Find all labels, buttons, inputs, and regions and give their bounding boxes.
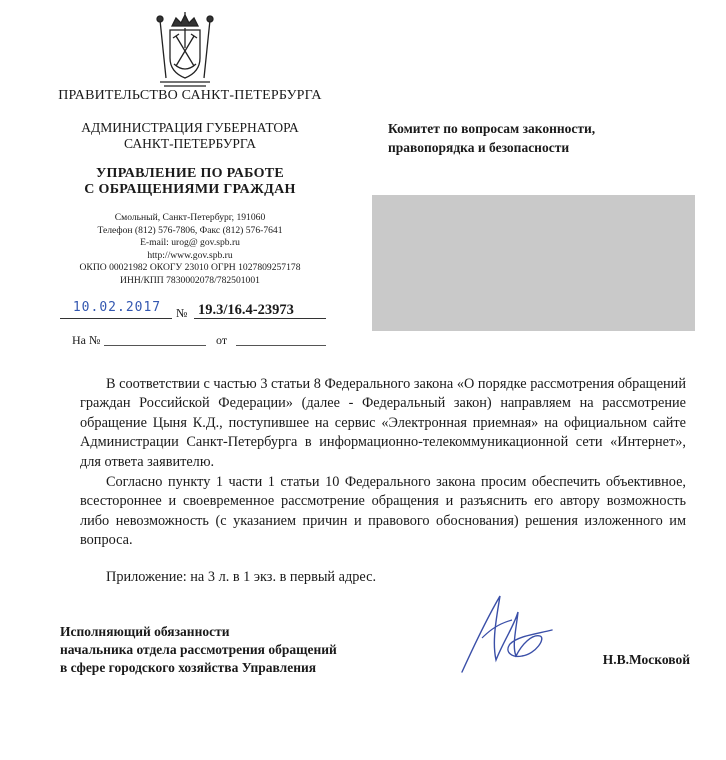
recipient-address [388, 119, 688, 157]
contact-website: http://www.gov.spb.ru [147, 249, 233, 261]
recipient-line-1: Комитет по вопросам законности, [388, 121, 596, 136]
reference-date-blank [236, 345, 326, 346]
recipient-line-2: правопорядка и безопасности [388, 140, 570, 155]
signer-position-line-3: в сфере городского хозяйства Управления [60, 660, 317, 675]
contact-email: E-mail: urog@ gov.spb.ru [140, 237, 240, 248]
department-line-1: УПРАВЛЕНИЕ ПО РАБОТЕ [95, 166, 285, 181]
department-title [40, 166, 340, 198]
redacted-area [372, 195, 695, 331]
government-title: ПРАВИТЕЛЬСТВО САНКТ-ПЕТЕРБУРГА [58, 88, 322, 103]
body-paragraph-2: Согласно пункту 1 части 1 статьи 10 Федерального закона просим обеспечить объективное, всестороннее и своевременное рассмотрение обращения и разъяснить его автору возможность либо невозможность (с указанием причин и правового обоснования) решения изложенного им вопроса. [80, 474, 686, 549]
signer-position-line-2: начальника отдела рассмотрения обращений [60, 642, 337, 657]
contact-phone-fax: Телефон (812) 576-7806, Факс (812) 576-7641 [97, 224, 283, 236]
signer-position-line-1: Исполняющий обязанности [60, 624, 230, 639]
handwritten-signature [452, 590, 562, 682]
number-underline [194, 318, 326, 319]
administration-line-2: САНКТ-ПЕТЕРБУРГА [123, 136, 256, 151]
date-stamp: 10.02.2017 [72, 300, 162, 315]
contact-address: Смольный, Санкт-Петербург, 191060 [114, 212, 266, 223]
contact-block [40, 212, 340, 287]
reference-label: На № [72, 333, 101, 347]
administration-line-1: АДМИНИСТРАЦИЯ ГУБЕРНАТОРА [81, 120, 299, 135]
contact-codes: ОКПО 00021982 ОКОГУ 23010 ОГРН 1027809257178 [79, 262, 301, 273]
department-line-2: С ОБРАЩЕНИЯМИ ГРАЖДАН [84, 182, 296, 197]
attachment-note: Приложение: на 3 л. в 1 экз. в первый адрес. [106, 568, 377, 585]
outgoing-number: 19.3/16.4-23973 [198, 302, 294, 318]
signer-position [60, 623, 420, 677]
letter-body [80, 375, 686, 587]
signer-name: Н.В.Московой [602, 652, 690, 667]
reference-from-label: от [216, 333, 228, 347]
reference-number-blank [104, 345, 206, 346]
administration-title [40, 120, 340, 152]
coat-of-arms-emblem [152, 12, 218, 92]
contact-inn: ИНН/КПП 7830002078/782501001 [120, 274, 260, 286]
body-paragraph-1: В соответствии с частью 3 статьи 8 Федерального закона «О порядке рассмотрения обращений граждан Российской Федерации» (далее - Федеральный закон) направляем на рассмотрение обращение Цыня К.Д., поступившее на сервис «Электронная приемная» на официальном сайте Администрации Санкт-Петербурга в информационно-телекоммуникационной сети «Интернет», для ответа заявителю. [80, 376, 686, 470]
date-underline [60, 318, 172, 319]
number-label: № [176, 306, 188, 320]
